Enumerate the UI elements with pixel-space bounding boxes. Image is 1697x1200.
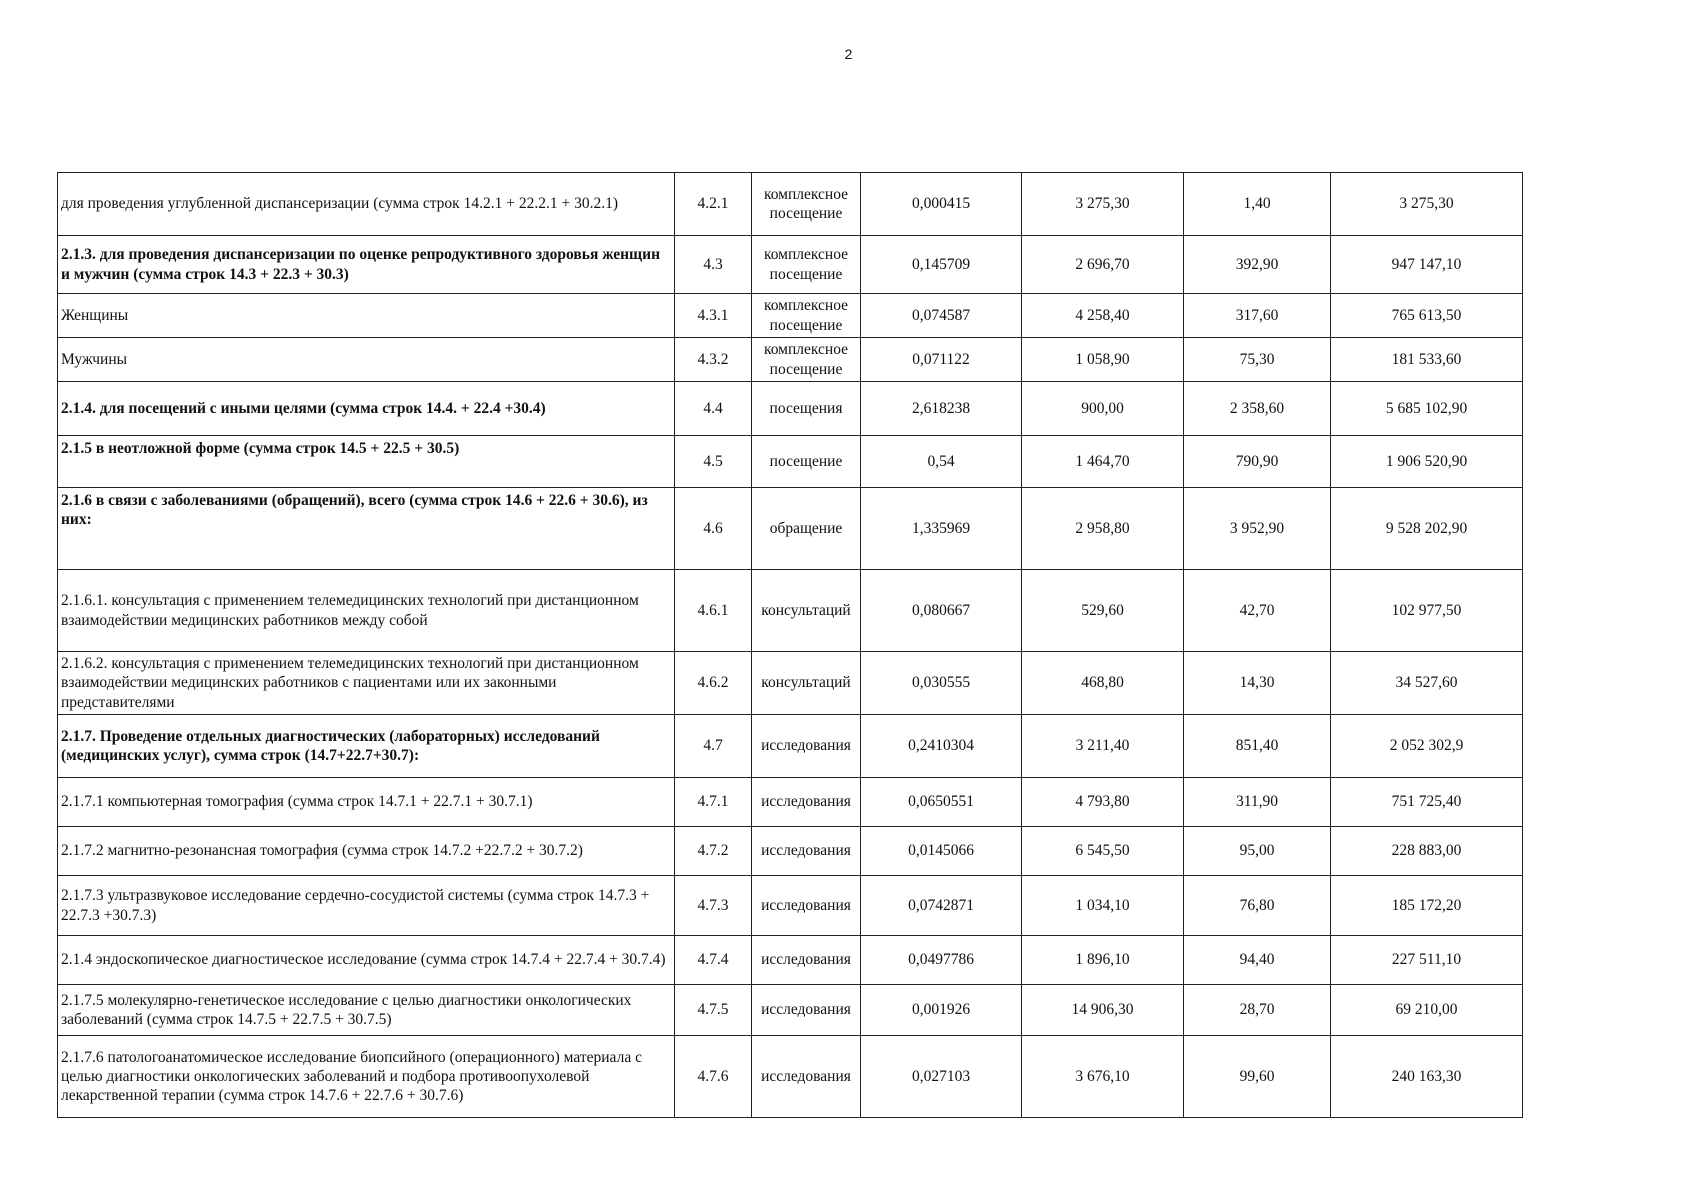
row-per-capita: 42,70 xyxy=(1184,570,1331,652)
row-code: 4.3.1 xyxy=(675,294,752,338)
row-unit: исследования xyxy=(752,876,861,936)
row-total: 181 533,60 xyxy=(1331,338,1523,382)
row-unit: комплексное посещение xyxy=(752,236,861,294)
row-norm: 0,0742871 xyxy=(861,876,1022,936)
row-total: 1 906 520,90 xyxy=(1331,436,1523,488)
row-per-capita: 14,30 xyxy=(1184,652,1331,715)
row-norm: 0,071122 xyxy=(861,338,1022,382)
row-name: 2.1.7.5 молекулярно-генетическое исследование с целью диагностики онкологических заболеваний (сумма строк 14.7.5 + 22.7.5 + 30.7.5) xyxy=(58,985,675,1036)
row-code: 4.7.5 xyxy=(675,985,752,1036)
row-name: 2.1.7.6 патологоанатомическое исследование биопсийного (операционного) материала с целью диагностики онкологических заболеваний и подбора противоопухолевой лекарственной терапии (сумма строк 14.7.6 + 22.7.6 + 30.7.6) xyxy=(58,1036,675,1118)
table-row xyxy=(58,876,1523,936)
row-norm: 1,335969 xyxy=(861,488,1022,570)
row-cost: 1 896,10 xyxy=(1022,936,1184,985)
row-unit: комплексное посещение xyxy=(752,294,861,338)
row-code: 4.2.1 xyxy=(675,173,752,236)
row-name: 2.1.7.2 магнитно-резонансная томография (сумма строк 14.7.2 +22.7.2 + 30.7.2) xyxy=(58,827,675,876)
row-name: 2.1.6 в связи с заболеваниями (обращений), всего (сумма строк 14.6 + 22.6 + 30.6), из них: xyxy=(58,488,675,570)
row-unit: исследования xyxy=(752,778,861,827)
row-norm: 0,080667 xyxy=(861,570,1022,652)
row-norm: 0,030555 xyxy=(861,652,1022,715)
row-norm: 0,000415 xyxy=(861,173,1022,236)
row-total: 185 172,20 xyxy=(1331,876,1523,936)
row-norm: 2,618238 xyxy=(861,382,1022,436)
row-per-capita: 75,30 xyxy=(1184,338,1331,382)
row-norm: 0,2410304 xyxy=(861,715,1022,778)
row-total: 2 052 302,9 xyxy=(1331,715,1523,778)
row-unit: комплексное посещение xyxy=(752,173,861,236)
row-cost: 3 211,40 xyxy=(1022,715,1184,778)
row-total: 34 527,60 xyxy=(1331,652,1523,715)
row-code: 4.4 xyxy=(675,382,752,436)
row-norm: 0,027103 xyxy=(861,1036,1022,1118)
row-unit: исследования xyxy=(752,936,861,985)
row-unit: консультаций xyxy=(752,570,861,652)
row-name: 2.1.7. Проведение отдельных диагностических (лабораторных) исследований (медицинских услуг), сумма строк (14.7+22.7+30.7): xyxy=(58,715,675,778)
row-name: Женщины xyxy=(58,294,675,338)
row-per-capita: 94,40 xyxy=(1184,936,1331,985)
table-row xyxy=(58,488,1523,570)
row-norm: 0,001926 xyxy=(861,985,1022,1036)
row-per-capita: 95,00 xyxy=(1184,827,1331,876)
row-name: 2.1.7.3 ультразвуковое исследование сердечно-сосудистой системы (сумма строк 14.7.3 + 22.7.3 +30.7.3) xyxy=(58,876,675,936)
row-per-capita: 3 952,90 xyxy=(1184,488,1331,570)
row-per-capita: 851,40 xyxy=(1184,715,1331,778)
row-cost: 3 676,10 xyxy=(1022,1036,1184,1118)
row-name: 2.1.4. для посещений с иными целями (сумма строк 14.4. + 22.4 +30.4) xyxy=(58,382,675,436)
row-total: 751 725,40 xyxy=(1331,778,1523,827)
row-cost: 3 275,30 xyxy=(1022,173,1184,236)
row-unit: исследования xyxy=(752,1036,861,1118)
row-code: 4.3 xyxy=(675,236,752,294)
row-cost: 6 545,50 xyxy=(1022,827,1184,876)
row-code: 4.6 xyxy=(675,488,752,570)
table-row xyxy=(58,985,1523,1036)
financing-table xyxy=(57,172,1523,1118)
row-norm: 0,145709 xyxy=(861,236,1022,294)
table-row xyxy=(58,778,1523,827)
row-name: 2.1.5 в неотложной форме (сумма строк 14.5 + 22.5 + 30.5) xyxy=(58,436,675,488)
row-cost: 4 793,80 xyxy=(1022,778,1184,827)
table-row xyxy=(58,1036,1523,1118)
row-cost: 4 258,40 xyxy=(1022,294,1184,338)
row-unit: посещения xyxy=(752,382,861,436)
row-total: 102 977,50 xyxy=(1331,570,1523,652)
row-total: 227 511,10 xyxy=(1331,936,1523,985)
row-cost: 900,00 xyxy=(1022,382,1184,436)
table-row xyxy=(58,436,1523,488)
row-unit: исследования xyxy=(752,715,861,778)
row-unit: консультаций xyxy=(752,652,861,715)
table-row xyxy=(58,827,1523,876)
table-row xyxy=(58,382,1523,436)
row-per-capita: 317,60 xyxy=(1184,294,1331,338)
table-row xyxy=(58,236,1523,294)
row-unit: посещение xyxy=(752,436,861,488)
row-name: 2.1.7.1 компьютерная томография (сумма строк 14.7.1 + 22.7.1 + 30.7.1) xyxy=(58,778,675,827)
row-name: 2.1.6.1. консультация с применением телемедицинских технологий при дистанционном взаимодействии медицинских работников между собой xyxy=(58,570,675,652)
row-per-capita: 99,60 xyxy=(1184,1036,1331,1118)
row-name: Мужчины xyxy=(58,338,675,382)
row-cost: 468,80 xyxy=(1022,652,1184,715)
row-name: для проведения углубленной диспансеризации (сумма строк 14.2.1 + 22.2.1 + 30.2.1) xyxy=(58,173,675,236)
row-per-capita: 790,90 xyxy=(1184,436,1331,488)
row-code: 4.7.1 xyxy=(675,778,752,827)
row-unit: обращение xyxy=(752,488,861,570)
row-total: 228 883,00 xyxy=(1331,827,1523,876)
row-total: 240 163,30 xyxy=(1331,1036,1523,1118)
row-code: 4.7.3 xyxy=(675,876,752,936)
table-row xyxy=(58,294,1523,338)
table-row xyxy=(58,652,1523,715)
row-total: 69 210,00 xyxy=(1331,985,1523,1036)
table-row xyxy=(58,338,1523,382)
row-total: 947 147,10 xyxy=(1331,236,1523,294)
row-code: 4.7.2 xyxy=(675,827,752,876)
row-name: 2.1.6.2. консультация с применением телемедицинских технологий при дистанционном взаимодействии медицинских работников с пациентами или их законными представителями xyxy=(58,652,675,715)
row-total: 5 685 102,90 xyxy=(1331,382,1523,436)
row-total: 3 275,30 xyxy=(1331,173,1523,236)
row-per-capita: 2 358,60 xyxy=(1184,382,1331,436)
row-cost: 1 058,90 xyxy=(1022,338,1184,382)
table-row xyxy=(58,570,1523,652)
row-norm: 0,074587 xyxy=(861,294,1022,338)
row-code: 4.6.2 xyxy=(675,652,752,715)
table-row xyxy=(58,715,1523,778)
row-per-capita: 1,40 xyxy=(1184,173,1331,236)
row-cost: 1 034,10 xyxy=(1022,876,1184,936)
row-code: 4.3.2 xyxy=(675,338,752,382)
row-per-capita: 311,90 xyxy=(1184,778,1331,827)
row-code: 4.7 xyxy=(675,715,752,778)
row-unit: комплексное посещение xyxy=(752,338,861,382)
row-per-capita: 76,80 xyxy=(1184,876,1331,936)
row-unit: исследования xyxy=(752,827,861,876)
row-total: 9 528 202,90 xyxy=(1331,488,1523,570)
row-unit: исследования xyxy=(752,985,861,1036)
row-code: 4.7.6 xyxy=(675,1036,752,1118)
row-norm: 0,54 xyxy=(861,436,1022,488)
row-cost: 1 464,70 xyxy=(1022,436,1184,488)
table-row xyxy=(58,936,1523,985)
page-number: 2 xyxy=(844,46,853,62)
row-code: 4.7.4 xyxy=(675,936,752,985)
row-code: 4.5 xyxy=(675,436,752,488)
row-total: 765 613,50 xyxy=(1331,294,1523,338)
row-norm: 0,0145066 xyxy=(861,827,1022,876)
row-cost: 2 696,70 xyxy=(1022,236,1184,294)
row-per-capita: 28,70 xyxy=(1184,985,1331,1036)
table-row xyxy=(58,173,1523,236)
row-per-capita: 392,90 xyxy=(1184,236,1331,294)
row-cost: 14 906,30 xyxy=(1022,985,1184,1036)
row-cost: 2 958,80 xyxy=(1022,488,1184,570)
row-name: 2.1.4 эндоскопическое диагностическое исследование (сумма строк 14.7.4 + 22.7.4 + 30.7.4) xyxy=(58,936,675,985)
row-code: 4.6.1 xyxy=(675,570,752,652)
row-name: 2.1.3. для проведения диспансеризации по оценке репродуктивного здоровья женщин и мужчин (сумма строк 14.3 + 22.3 + 30.3) xyxy=(58,236,675,294)
row-norm: 0,0650551 xyxy=(861,778,1022,827)
row-norm: 0,0497786 xyxy=(861,936,1022,985)
row-cost: 529,60 xyxy=(1022,570,1184,652)
